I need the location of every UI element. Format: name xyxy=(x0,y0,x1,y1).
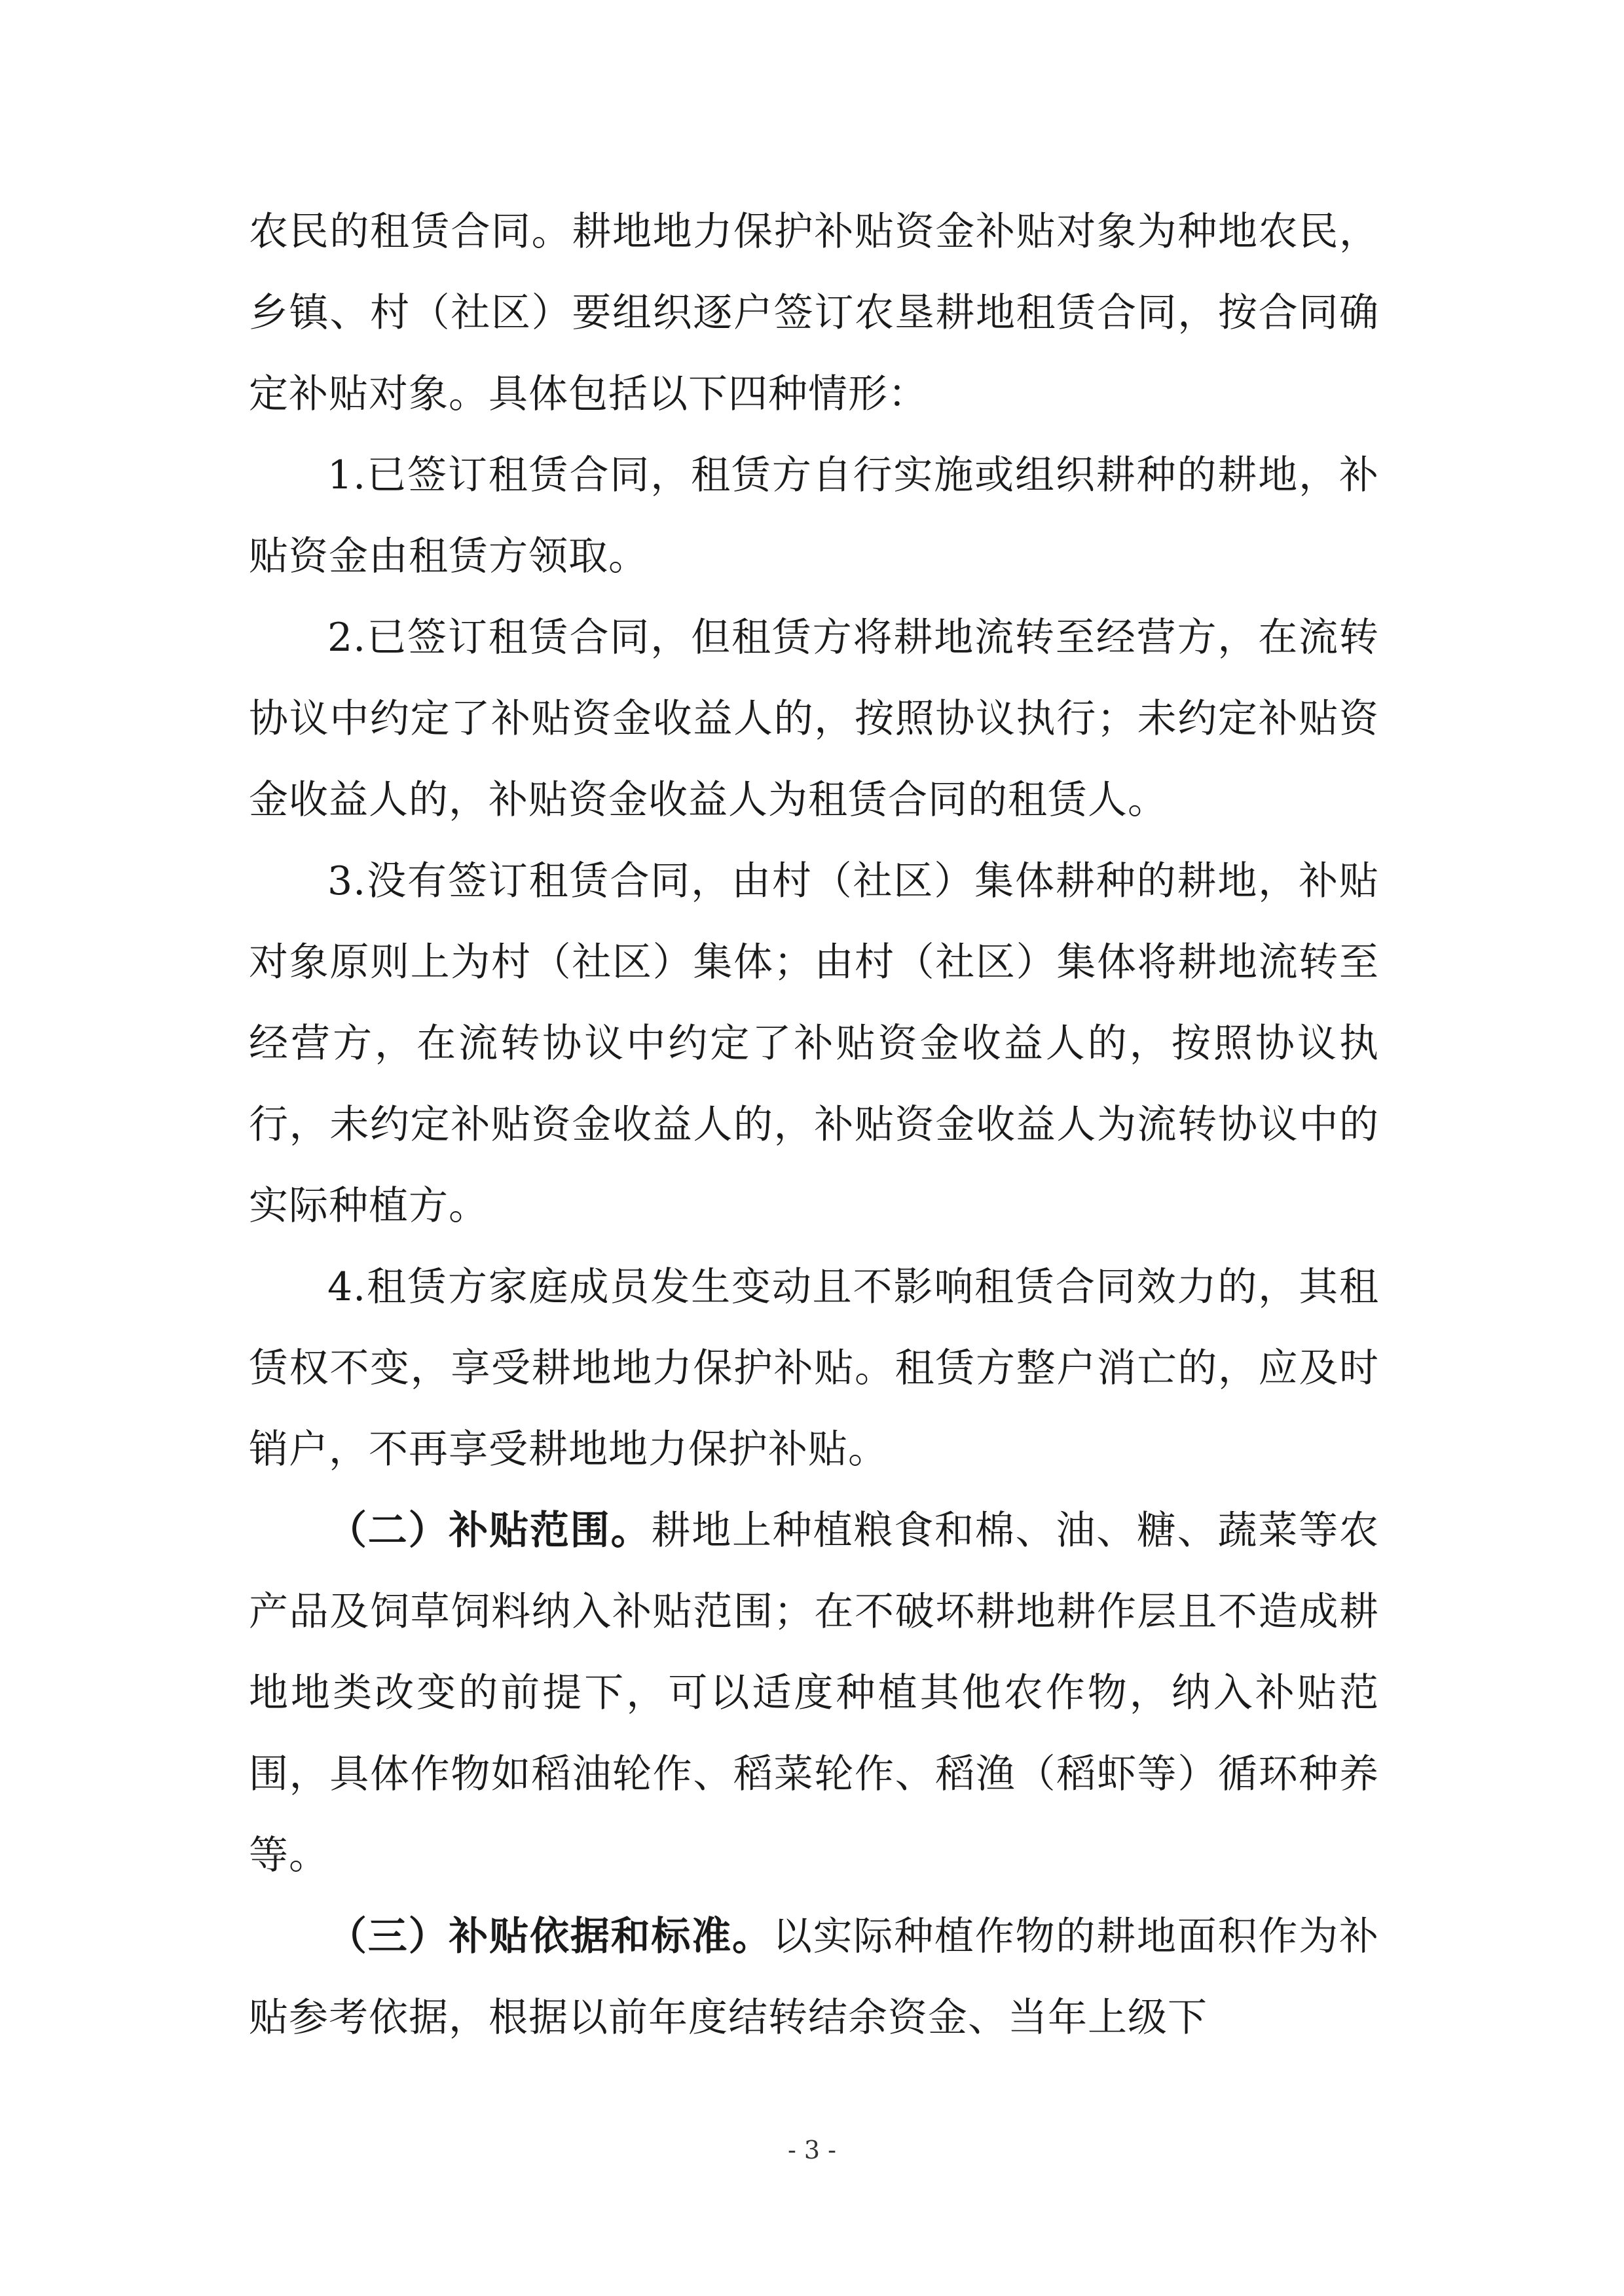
section-heading-subsidy-basis: （三）补贴依据和标准。 xyxy=(327,1914,773,1959)
page-number: - 3 - xyxy=(787,2136,836,2164)
paragraph-subsidy-basis xyxy=(249,1896,1379,2058)
paragraph-item-4: 4.租赁方家庭成员发生变动且不影响租赁合同效力的，其租赁权不变，享受耕地地力保护补贴。租赁方整户消亡的，应及时销户，不再享受耕地地力保护补贴。 xyxy=(249,1264,1379,1472)
section-text-subsidy-scope: 耕地上种植粮食和棉、油、糖、蔬菜等农产品及饲草饲料纳入补贴范围；在不破坏耕地耕作层且不造成耕地地类改变的前提下，可以适度种植其他农作物，纳入补贴范围，具体作物如稻油轮作、稻菜轮作、稻渔（稻虾等）循环种养等。 xyxy=(249,1508,1380,1878)
paragraph-item-3: 3.没有签订租赁合同，由村（社区）集体耕种的耕地，补贴对象原则上为村（社区）集体；由村（社区）集体将耕地流转至经营方，在流转协议中约定了补贴资金收益人的，按照协议执行，未约定补贴资金收益人的，补贴资金收益人为流转协议中的实际种植方。 xyxy=(249,858,1379,1229)
paragraph-subsidy-scope xyxy=(249,1490,1379,1896)
paragraph-item-2: 2.已签订租赁合同，但租赁方将耕地流转至经营方，在流转协议中约定了补贴资金收益人的，按照协议执行；未约定补贴资金收益人的，补贴资金收益人为租赁合同的租赁人。 xyxy=(249,615,1379,823)
section-heading-subsidy-scope: （二）补贴范围。 xyxy=(327,1508,652,1554)
paragraph-contract-intro: 农民的租赁合同。耕地地力保护补贴资金补贴对象为种地农民，乡镇、村（社区）要组织逐户签订农垦耕地租赁合同，按合同确定补贴对象。具体包括以下四种情形： xyxy=(249,209,1379,417)
document-body xyxy=(249,191,1379,2058)
paragraph-item-1: 1.已签订租赁合同，租赁方自行实施或组织耕种的耕地，补贴资金由租赁方领取。 xyxy=(249,452,1379,579)
section-text-subsidy-basis: 以实际种植作物的耕地面积作为补贴参考依据，根据以前年度结转结余资金、当年上级下 xyxy=(249,1914,1380,2041)
